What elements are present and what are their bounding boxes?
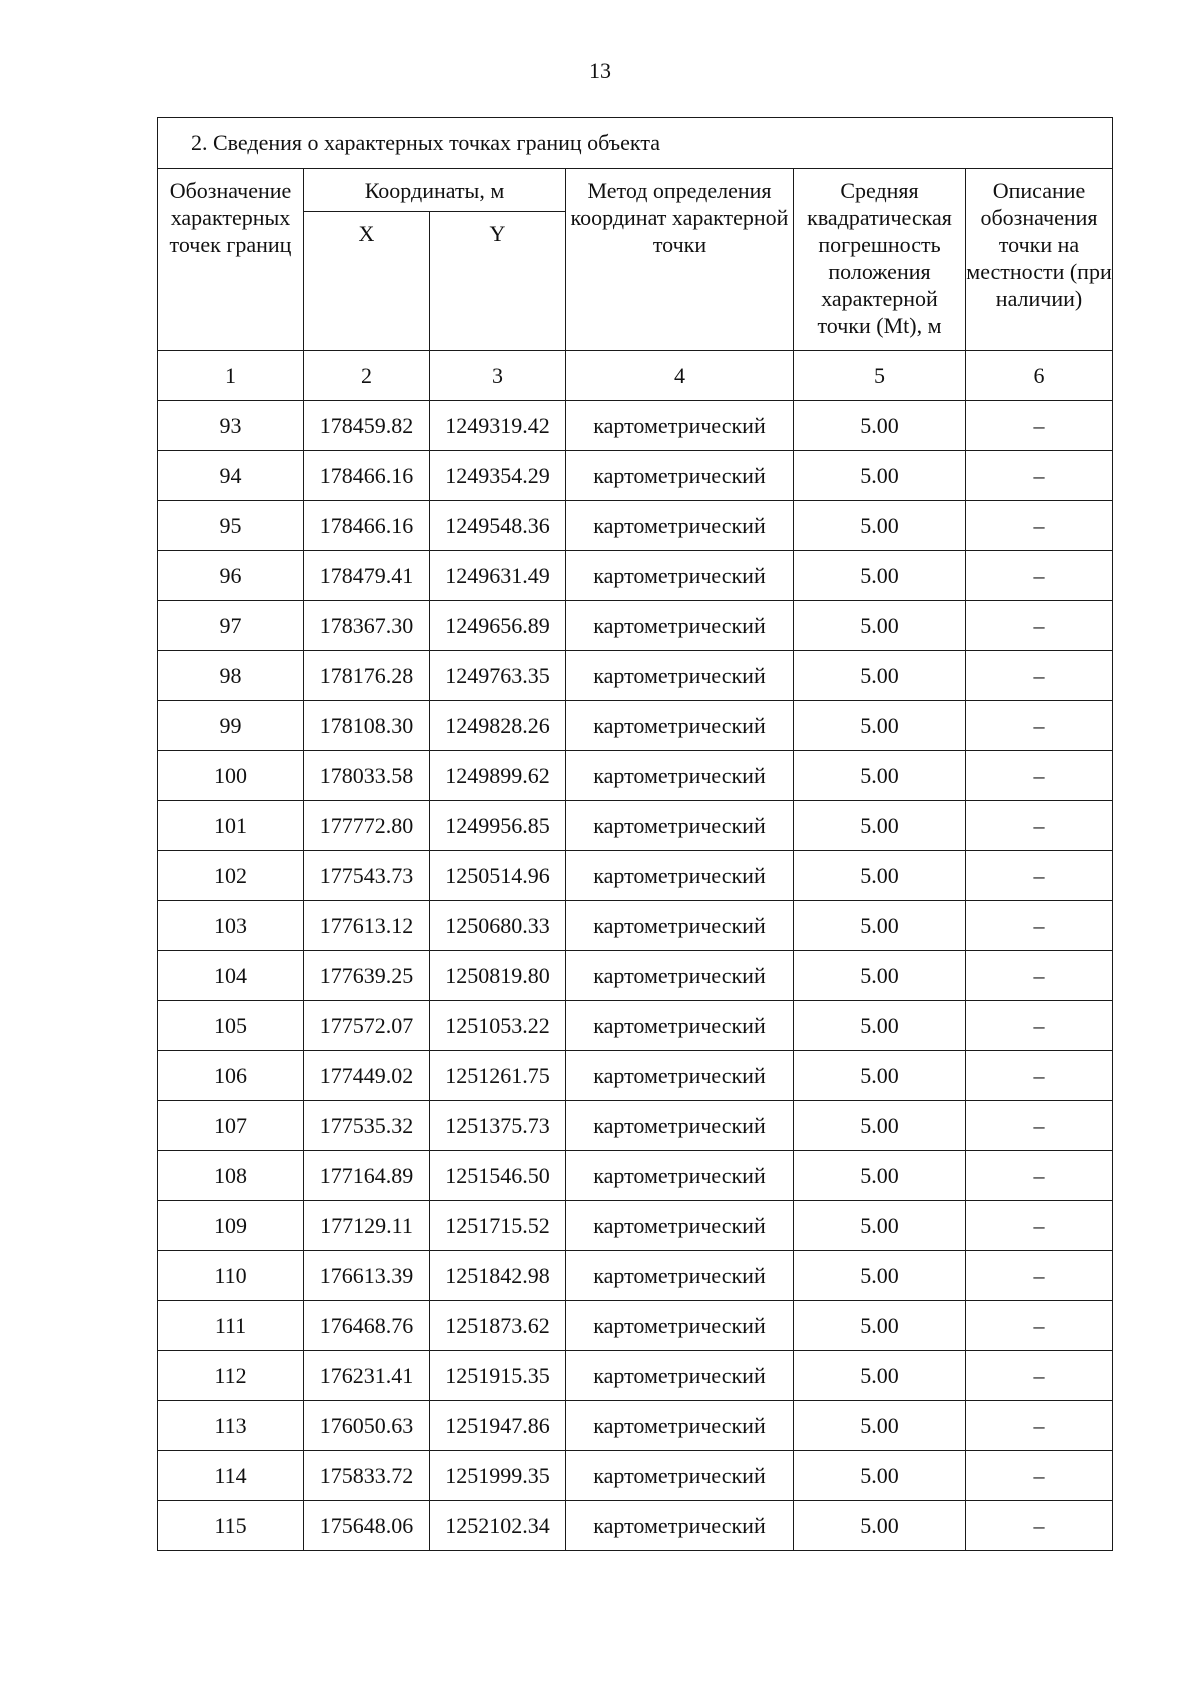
error-cell: 5.00 [794,1201,966,1251]
description-cell: – [966,801,1113,851]
method-cell: картометрический [566,701,794,751]
table-row [158,601,1113,651]
y-cell: 1249828.26 [430,701,566,751]
table-row [158,1451,1113,1501]
description-cell: – [966,1051,1113,1101]
x-cell: 176050.63 [304,1401,430,1451]
error-cell: 5.00 [794,451,966,501]
y-cell: 1251053.22 [430,1001,566,1051]
point-cell: 112 [158,1351,304,1401]
table-row [158,501,1113,551]
point-cell: 108 [158,1151,304,1201]
method-cell: картометрический [566,401,794,451]
y-cell: 1249548.36 [430,501,566,551]
description-cell: – [966,551,1113,601]
y-cell: 1251873.62 [430,1301,566,1351]
table-row [158,1201,1113,1251]
x-cell: 176613.39 [304,1251,430,1301]
method-cell: картометрический [566,1351,794,1401]
table-row [158,951,1113,1001]
method-cell: картометрический [566,801,794,851]
x-cell: 178466.16 [304,501,430,551]
error-cell: 5.00 [794,1151,966,1201]
y-cell: 1250680.33 [430,901,566,951]
column-number: 2 [304,351,430,401]
y-cell: 1252102.34 [430,1501,566,1551]
method-cell: картометрический [566,1151,794,1201]
point-cell: 100 [158,751,304,801]
method-cell: картометрический [566,951,794,1001]
x-cell: 177572.07 [304,1001,430,1051]
boundary-points-table [157,117,1113,1551]
method-cell: картометрический [566,1451,794,1501]
header-coordinates: Координаты, м [304,169,566,212]
method-cell: картометрический [566,851,794,901]
description-cell: – [966,1251,1113,1301]
x-cell: 177164.89 [304,1151,430,1201]
description-cell: – [966,1351,1113,1401]
y-cell: 1249354.29 [430,451,566,501]
table-row [158,1251,1113,1301]
error-cell: 5.00 [794,1051,966,1101]
point-cell: 94 [158,451,304,501]
error-cell: 5.00 [794,1251,966,1301]
header-x: X [304,212,430,351]
column-number: 6 [966,351,1113,401]
error-cell: 5.00 [794,1501,966,1551]
table-row [158,551,1113,601]
x-cell: 177129.11 [304,1201,430,1251]
x-cell: 178176.28 [304,651,430,701]
description-cell: – [966,1451,1113,1501]
header-error: Средняя квадратическая погрешность положения характерной точки (Mt), м [794,169,966,351]
method-cell: картометрический [566,751,794,801]
description-cell: – [966,1301,1113,1351]
error-cell: 5.00 [794,1001,966,1051]
description-cell: – [966,951,1113,1001]
point-cell: 110 [158,1251,304,1301]
header-row [158,169,1113,212]
point-cell: 109 [158,1201,304,1251]
x-cell: 177535.32 [304,1101,430,1151]
y-cell: 1251715.52 [430,1201,566,1251]
error-cell: 5.00 [794,401,966,451]
x-cell: 178108.30 [304,701,430,751]
point-cell: 103 [158,901,304,951]
x-cell: 178033.58 [304,751,430,801]
table-row [158,1301,1113,1351]
y-cell: 1251947.86 [430,1401,566,1451]
error-cell: 5.00 [794,1101,966,1151]
column-number: 4 [566,351,794,401]
table-row [158,651,1113,701]
table-row [158,801,1113,851]
error-cell: 5.00 [794,651,966,701]
x-cell: 177449.02 [304,1051,430,1101]
y-cell: 1249899.62 [430,751,566,801]
description-cell: – [966,901,1113,951]
description-cell: – [966,1101,1113,1151]
point-cell: 102 [158,851,304,901]
table-row [158,451,1113,501]
description-cell: – [966,1001,1113,1051]
table-row [158,1101,1113,1151]
y-cell: 1251375.73 [430,1101,566,1151]
description-cell: – [966,1401,1113,1451]
column-number: 3 [430,351,566,401]
x-cell: 175833.72 [304,1451,430,1501]
description-cell: – [966,701,1113,751]
method-cell: картометрический [566,1301,794,1351]
error-cell: 5.00 [794,1351,966,1401]
error-cell: 5.00 [794,751,966,801]
x-cell: 178367.30 [304,601,430,651]
error-cell: 5.00 [794,501,966,551]
point-cell: 96 [158,551,304,601]
y-cell: 1251261.75 [430,1051,566,1101]
description-cell: – [966,601,1113,651]
table-row [158,1051,1113,1101]
y-cell: 1250514.96 [430,851,566,901]
error-cell: 5.00 [794,701,966,751]
method-cell: картометрический [566,451,794,501]
point-cell: 115 [158,1501,304,1551]
point-cell: 111 [158,1301,304,1351]
table-row [158,1401,1113,1451]
point-cell: 107 [158,1101,304,1151]
point-cell: 93 [158,401,304,451]
header-y: Y [430,212,566,351]
method-cell: картометрический [566,501,794,551]
description-cell: – [966,451,1113,501]
x-cell: 178459.82 [304,401,430,451]
y-cell: 1251915.35 [430,1351,566,1401]
point-cell: 104 [158,951,304,1001]
error-cell: 5.00 [794,1301,966,1351]
point-cell: 97 [158,601,304,651]
x-cell: 177772.80 [304,801,430,851]
y-cell: 1251842.98 [430,1251,566,1301]
column-number: 1 [158,351,304,401]
y-cell: 1249763.35 [430,651,566,701]
method-cell: картометрический [566,1101,794,1151]
method-cell: картометрический [566,1501,794,1551]
column-number: 5 [794,351,966,401]
x-cell: 176468.76 [304,1301,430,1351]
error-cell: 5.00 [794,951,966,1001]
section-title-row [158,118,1113,169]
description-cell: – [966,1151,1113,1201]
point-cell: 101 [158,801,304,851]
x-cell: 177613.12 [304,901,430,951]
x-cell: 177639.25 [304,951,430,1001]
error-cell: 5.00 [794,1401,966,1451]
description-cell: – [966,1501,1113,1551]
point-cell: 105 [158,1001,304,1051]
point-cell: 106 [158,1051,304,1101]
point-cell: 98 [158,651,304,701]
error-cell: 5.00 [794,901,966,951]
description-cell: – [966,751,1113,801]
error-cell: 5.00 [794,601,966,651]
table-row [158,1001,1113,1051]
method-cell: картометрический [566,601,794,651]
y-cell: 1251999.35 [430,1451,566,1501]
point-cell: 114 [158,1451,304,1501]
method-cell: картометрический [566,1001,794,1051]
description-cell: – [966,1201,1113,1251]
method-cell: картометрический [566,1251,794,1301]
method-cell: картометрический [566,1201,794,1251]
y-cell: 1249631.49 [430,551,566,601]
error-cell: 5.00 [794,851,966,901]
error-cell: 5.00 [794,551,966,601]
error-cell: 5.00 [794,801,966,851]
table-row [158,1501,1113,1551]
x-cell: 178479.41 [304,551,430,601]
method-cell: картометрический [566,651,794,701]
description-cell: – [966,651,1113,701]
method-cell: картометрический [566,551,794,601]
method-cell: картометрический [566,1401,794,1451]
x-cell: 178466.16 [304,451,430,501]
y-cell: 1249319.42 [430,401,566,451]
y-cell: 1250819.80 [430,951,566,1001]
point-cell: 113 [158,1401,304,1451]
point-cell: 99 [158,701,304,751]
y-cell: 1249956.85 [430,801,566,851]
page-number: 13 [589,58,611,83]
section-title: 2. Сведения о характерных точках границ объекта [158,118,1113,169]
header-description: Описание обозначения точки на местности (при наличии) [966,169,1113,351]
header-designation: Обозначение характерных точек границ [158,169,304,351]
y-cell: 1251546.50 [430,1151,566,1201]
x-cell: 175648.06 [304,1501,430,1551]
error-cell: 5.00 [794,1451,966,1501]
y-cell: 1249656.89 [430,601,566,651]
method-cell: картометрический [566,901,794,951]
table-row [158,401,1113,451]
header-method: Метод определения координат характерной точки [566,169,794,351]
table-row [158,1351,1113,1401]
description-cell: – [966,501,1113,551]
x-cell: 176231.41 [304,1351,430,1401]
method-cell: картометрический [566,1051,794,1101]
x-cell: 177543.73 [304,851,430,901]
description-cell: – [966,851,1113,901]
column-number-row [158,351,1113,401]
description-cell: – [966,401,1113,451]
table-row [158,751,1113,801]
table-row [158,901,1113,951]
table-row [158,851,1113,901]
table-row [158,701,1113,751]
point-cell: 95 [158,501,304,551]
table-row [158,1151,1113,1201]
